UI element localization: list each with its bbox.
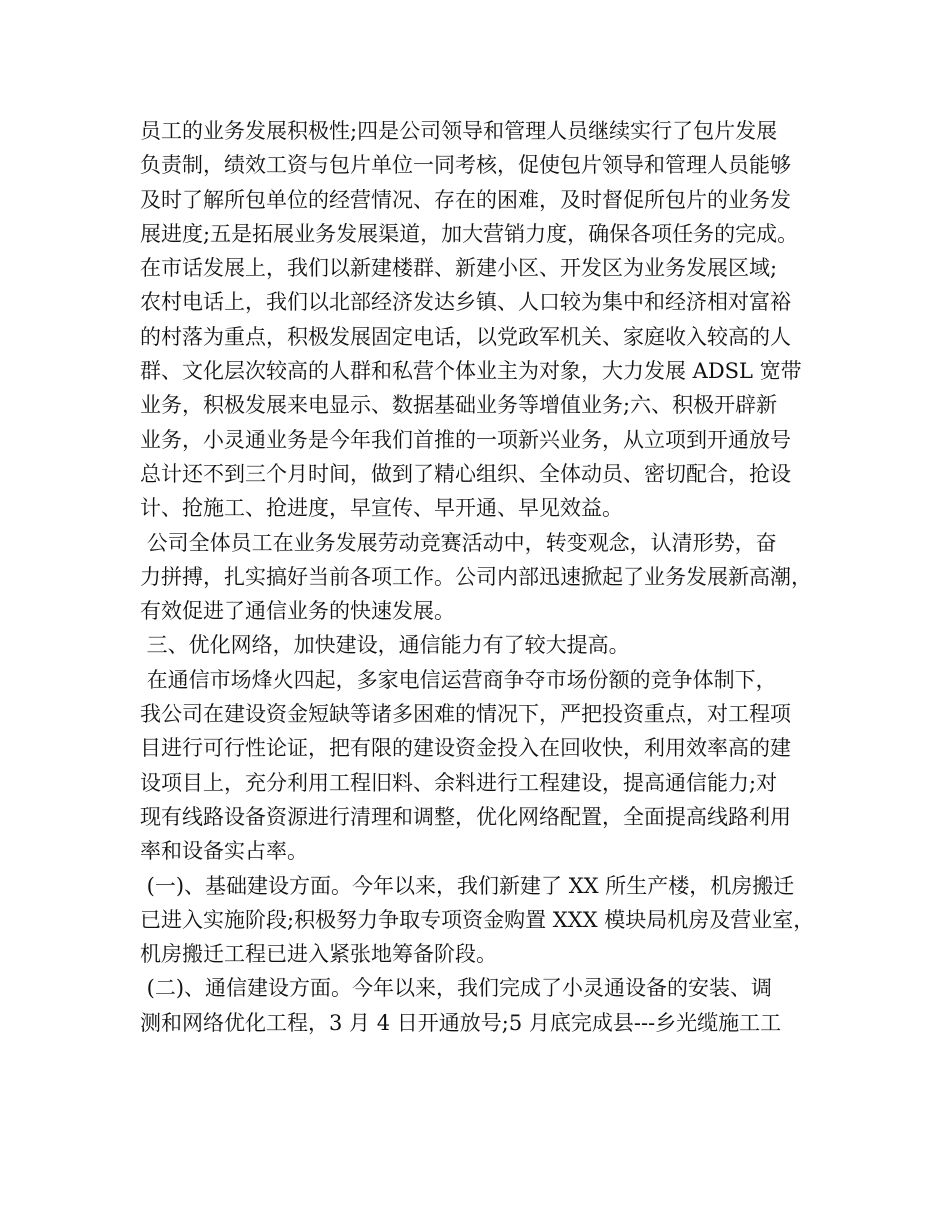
text-line: 我公司在建设资金短缺等诸多困难的情况下，严把投资重点，对工程项 [140,702,791,727]
text-line: 现有线路设备资源进行清理和调整，优化网络配置，全面提高线路利用 [140,804,791,829]
text-line: (二)、通信建设方面。今年以来，我们完成了小灵通设备的安装、调 [140,976,773,1001]
text-line: 机房搬迁工程已进入紧张地筹备阶段。 [140,942,497,967]
text-line: 计、抢施工、抢进度，早宣传、早开通、早见效益。 [140,496,623,521]
text-line: 已进入实施阶段;积极努力争取专项资金购置 XXX 模块局机房及营业室， [140,907,815,932]
text-line: 的村落为重点，积极发展固定电话，以党政军机关、家庭收入较高的人 [140,324,791,349]
text-line: 群、文化层次较高的人群和私营个体业主为对象，大力发展 ADSL 宽带 [140,359,802,384]
section-heading: 三、优化网络，加快建设，通信能力有了较大提高。 [140,633,630,658]
text-line: 农村电话上，我们以北部经济发达乡镇、人口较为集中和经济相对富裕 [140,290,791,315]
text-line: 员工的业务发展积极性;四是公司领导和管理人员继续实行了包片发展 [140,119,778,143]
text-line: 公司全体员工在业务发展劳动竞赛活动中，转变观念，认清形势，奋 [140,530,777,555]
text-line: 率和设备实占率。 [140,839,308,864]
text-line: 目进行可行性论证，把有限的建设资金投入在回收快，利用效率高的建 [140,736,791,761]
document-body [140,114,840,1040]
text-line: 总计还不到三个月时间，做到了精心组织、全体动员、密切配合，抢设 [140,461,791,486]
text-line: 设项目上，充分利用工程旧料、余料进行工程建设，提高通信能力;对 [140,770,778,795]
text-line: 力拼搏，扎实搞好当前各项工作。公司内部迅速掀起了业务发展新高潮， [140,564,812,589]
text-line: 在通信市场烽火四起，多家电信运营商争夺市场份额的竞争体制下， [140,667,777,692]
text-line: 在市话发展上，我们以新建楼群、新建小区、开发区为业务发展区域; [140,256,778,281]
text-line: (一)、基础建设方面。今年以来，我们新建了 XX 所生产楼，机房搬迁 [140,873,795,898]
text-line: 及时了解所包单位的经营情况、存在的困难，及时督促所包片的业务发 [140,187,791,212]
text-line: 测和网络优化工程，3 月 4 日开通放号;5 月底完成县---乡光缆施工工 [140,1010,782,1035]
text-line: 有效促进了通信业务的快速发展。 [140,599,455,624]
text-line: 业务，小灵通业务是今年我们首推的一项新兴业务，从立项到开通放号 [140,427,791,452]
text-line: 负责制，绩效工资与包片单位一同考核，促使包片领导和管理人员能够 [140,153,791,178]
text-line: 业务，积极发展来电显示、数据基础业务等增值业务;六、积极开辟新 [140,393,778,418]
text-line: 展进度;五是拓展业务发展渠道，加大营销力度，确保各项任务的完成。 [140,221,799,246]
